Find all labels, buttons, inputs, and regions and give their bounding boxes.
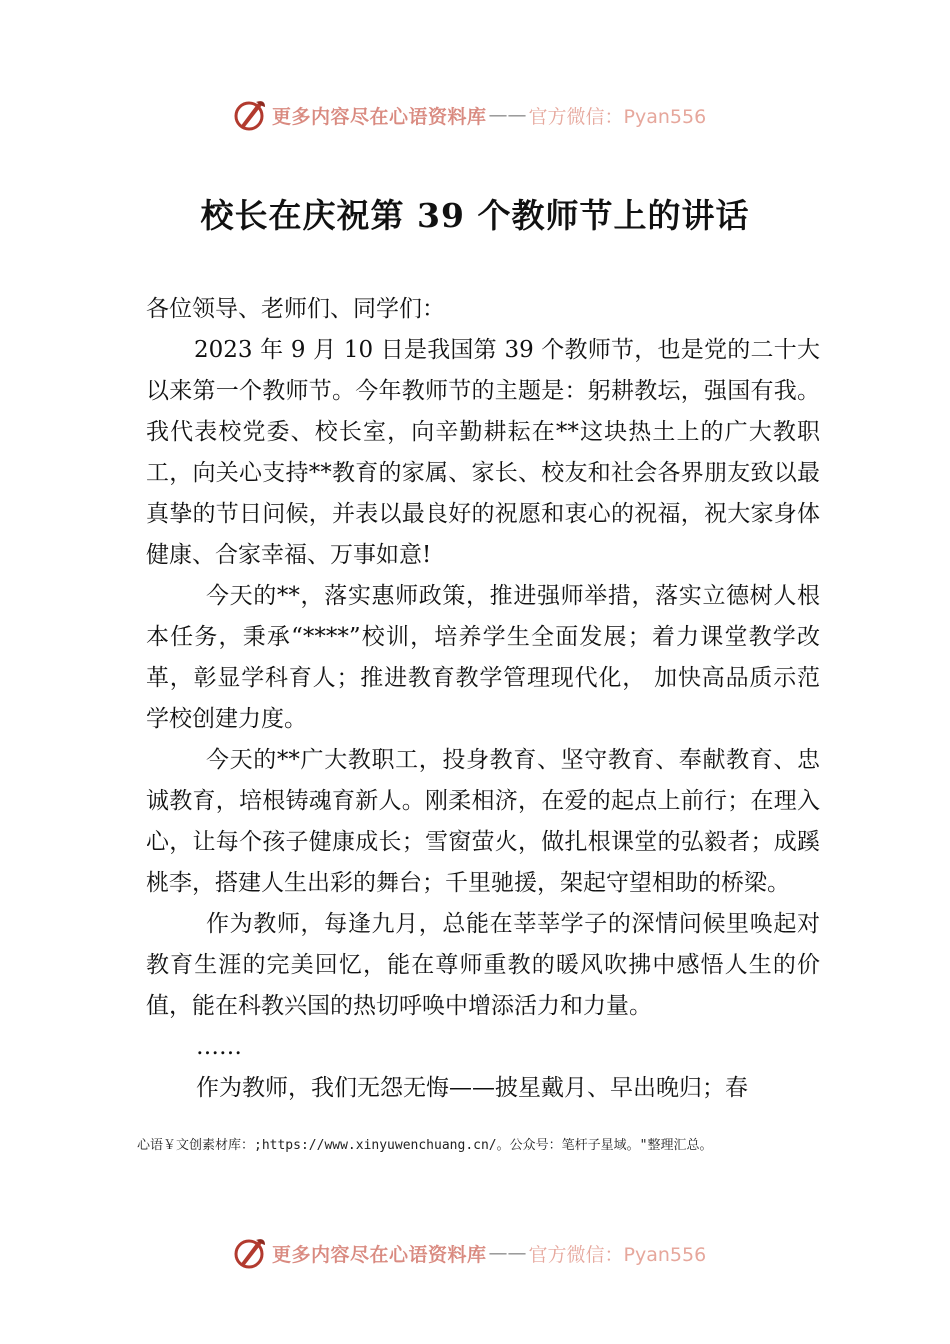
- paragraph-1: 2023 年 9 月 10 日是我国第 39 个教师节，也是党的二十大以来第一个教师节。今年教师节的主题是：躬耕教坛，强国有我。我代表校党委、校长室，向辛勤耕耘在**这块热土上的广大教职工，向关心支持**教育的家属、家长、校友和社会各界朋友致以最真挚的节日问候，并表以最良好的祝愿和衷心的祝福，祝大家身体健康、合家幸福、万事如意!: [146, 337, 820, 568]
- paragraph-5: 作为教师，我们无怨无悔——披星戴月、早出晚归；春: [196, 1075, 748, 1101]
- paragraph-3: 今天的**广大教职工，投身教育、坚守教育、奉献教育、忠诚教育，培根铸魂育新人。刚柔相济，在爱的起点上前行；在理入心，让每个孩子健康成长；雪窗萤火，做扎根课堂的弘毅者；成蹊桃李，搭建人生出彩的舞台；千里驰援，架起守望相助的桥梁。: [146, 747, 820, 896]
- ellipsis: ……: [196, 1034, 242, 1060]
- banner-wechat-text: 官方微信：Pyan556: [528, 105, 707, 128]
- banner-wechat-text: 官方微信：Pyan556: [528, 1243, 707, 1266]
- header-banner: [232, 95, 706, 135]
- footer-banner: [232, 1233, 706, 1273]
- paragraph-2: 今天的**，落实惠师政策，推进强师举措，落实立德树人根本任务，秉承“****”校训，培养学生全面发展；着力课堂教学改革，彰显学科育人；推进教育教学管理现代化， 加快高品质示范学校创建力度。: [146, 583, 820, 732]
- document-title: 校长在庆祝第 39 个教师节上的讲话: [200, 196, 750, 235]
- banner-dash: ——: [488, 104, 527, 126]
- quill-logo-icon: [232, 1235, 268, 1271]
- salutation: 各位领导、老师们、同学们：: [146, 296, 445, 322]
- banner-main-text: 更多内容尽在心语资料库: [272, 105, 487, 128]
- quill-logo-icon: [232, 97, 268, 133]
- document-body: [146, 289, 820, 1109]
- footnote-source: 心语￥文创素材库：;https://www.xinyuwenchuang.cn/。公众号：笔杆子星域。"整理汇总。: [137, 1138, 713, 1153]
- banner-dash: ——: [488, 1242, 527, 1264]
- paragraph-4: 作为教师，每逢九月，总能在莘莘学子的深情问候里唤起对教育生涯的完美回忆，能在尊师重教的暖风吹拂中感悟人生的价值，能在科教兴国的热切呼唤中增添活力和力量。: [146, 911, 820, 1019]
- banner-main-text: 更多内容尽在心语资料库: [272, 1243, 487, 1266]
